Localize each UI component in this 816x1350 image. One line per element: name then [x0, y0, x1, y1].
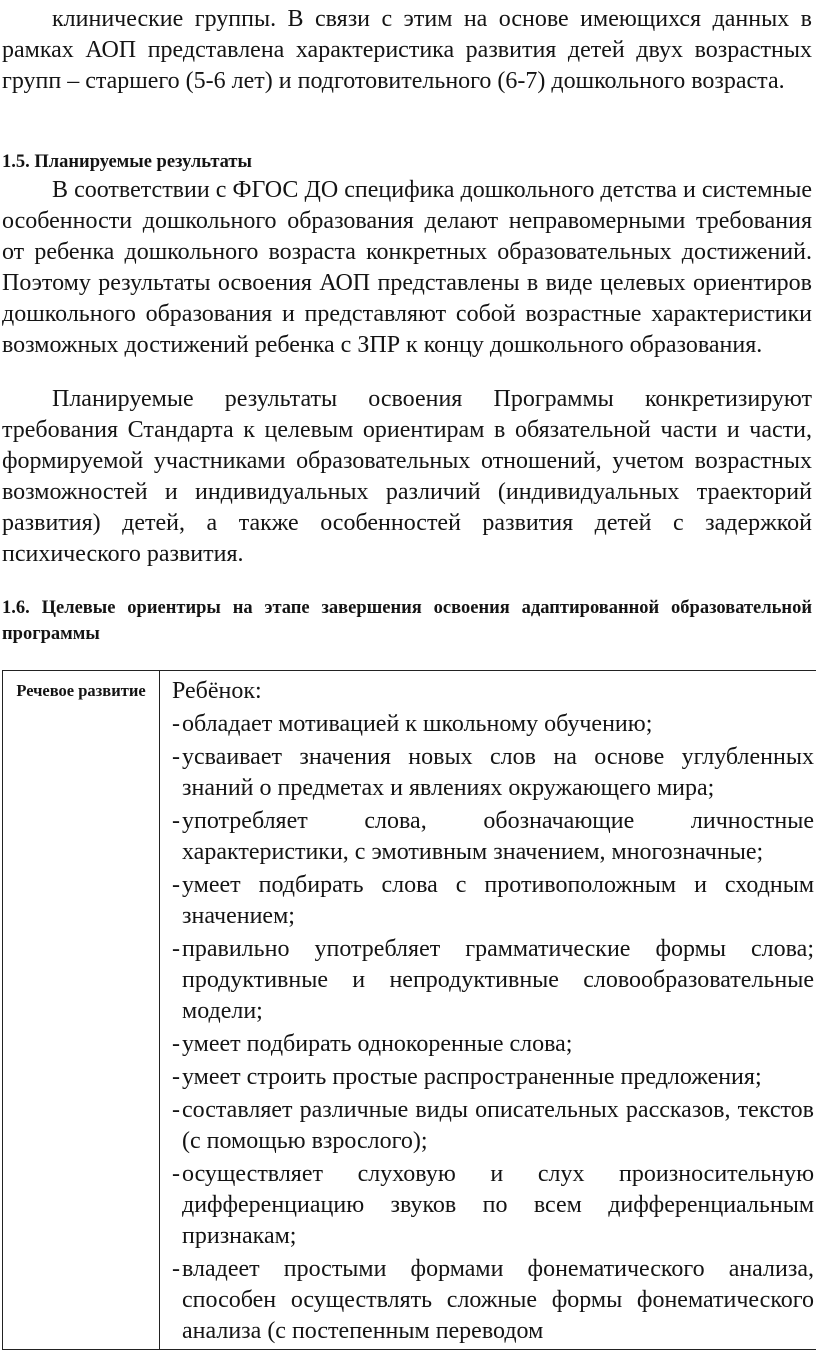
list-dash: -	[172, 742, 182, 804]
list-item	[172, 1095, 814, 1157]
list-item-text: употребляет слова, обозначающие личностные характеристики, с эмотивным значением, многозначные;	[182, 806, 814, 868]
area-content-cell	[160, 671, 816, 1350]
list-item-text: умеет подбирать однокоренные слова;	[182, 1029, 814, 1060]
list-dash: -	[172, 1095, 182, 1157]
area-label: Речевое развитие	[16, 681, 145, 700]
list-item	[172, 1029, 814, 1060]
list-item	[172, 742, 814, 804]
list-item	[172, 709, 814, 740]
list-item	[172, 1159, 814, 1252]
list-dash: -	[172, 934, 182, 1027]
list-dash: -	[172, 709, 182, 740]
list-item	[172, 934, 814, 1027]
intro-paragraph: клинические группы. В связи с этим на основе имеющихся данных в рамках АОП представлена характеристика развития детей двух возрастных групп – старшего (5-6 лет) и подготовительного (6-7) дошкольного возраста.	[0, 4, 816, 97]
list-item-text: осуществляет слуховую и слух произносительную дифференциацию звуков по всем дифференциальным признакам;	[182, 1159, 814, 1252]
list-dash: -	[172, 1254, 182, 1347]
targets-table	[2, 670, 816, 1350]
list-item	[172, 1062, 814, 1093]
target-list	[172, 709, 814, 1347]
section-1-6-heading: 1.6. Целевые ориентиры на этапе завершения освоения адаптированной образовательной программы	[0, 595, 816, 647]
list-item	[172, 870, 814, 932]
child-intro: Ребёнок:	[172, 676, 814, 707]
list-dash: -	[172, 1062, 182, 1093]
table-row	[3, 671, 816, 1350]
list-dash: -	[172, 1029, 182, 1060]
area-label-cell	[3, 671, 160, 1350]
list-dash: -	[172, 870, 182, 932]
list-item	[172, 1254, 814, 1347]
list-item-text: обладает мотивацией к школьному обучению;	[182, 709, 814, 740]
list-item	[172, 806, 814, 868]
section-1-5-paragraph-2: Планируемые результаты освоения Программы конкретизируют требования Стандарта к целевым ориентирам в обязательной части и части, формируемой участниками образовательных отношений, учетом возрастных возможностей и индивидуальных различий (индивидуальных траекторий развития) детей, а также особенностей развития детей с задержкой психического развития.	[0, 384, 816, 570]
section-1-5-heading: 1.5. Планируемые результаты	[0, 149, 816, 175]
list-item-text: умеет подбирать слова с противоположным и сходным значением;	[182, 870, 814, 932]
list-item-text: составляет различные виды описательных рассказов, текстов (с помощью взрослого);	[182, 1095, 814, 1157]
list-dash: -	[172, 1159, 182, 1252]
list-item-text: усваивает значения новых слов на основе углубленных знаний о предметах и явлениях окружающего мира;	[182, 742, 814, 804]
list-dash: -	[172, 806, 182, 868]
section-1-5-paragraph-1: В соответствии с ФГОС ДО специфика дошкольного детства и системные особенности дошкольного образования делают неправомерными требования от ребенка дошкольного возраста конкретных образовательных достижений. Поэтому результаты освоения АОП представлены в виде целевых ориентиров дошкольного образования и представляют собой возрастные характеристики возможных достижений ребенка с ЗПР к концу дошкольного образования.	[0, 175, 816, 361]
list-item-text: правильно употребляет грамматические формы слова; продуктивные и непродуктивные словообразовательные модели;	[182, 934, 814, 1027]
list-item-text: умеет строить простые распространенные предложения;	[182, 1062, 814, 1093]
list-item-text: владеет простыми формами фонематического анализа, способен осуществлять сложные формы фонематического анализа (с постепенным переводом	[182, 1254, 814, 1347]
